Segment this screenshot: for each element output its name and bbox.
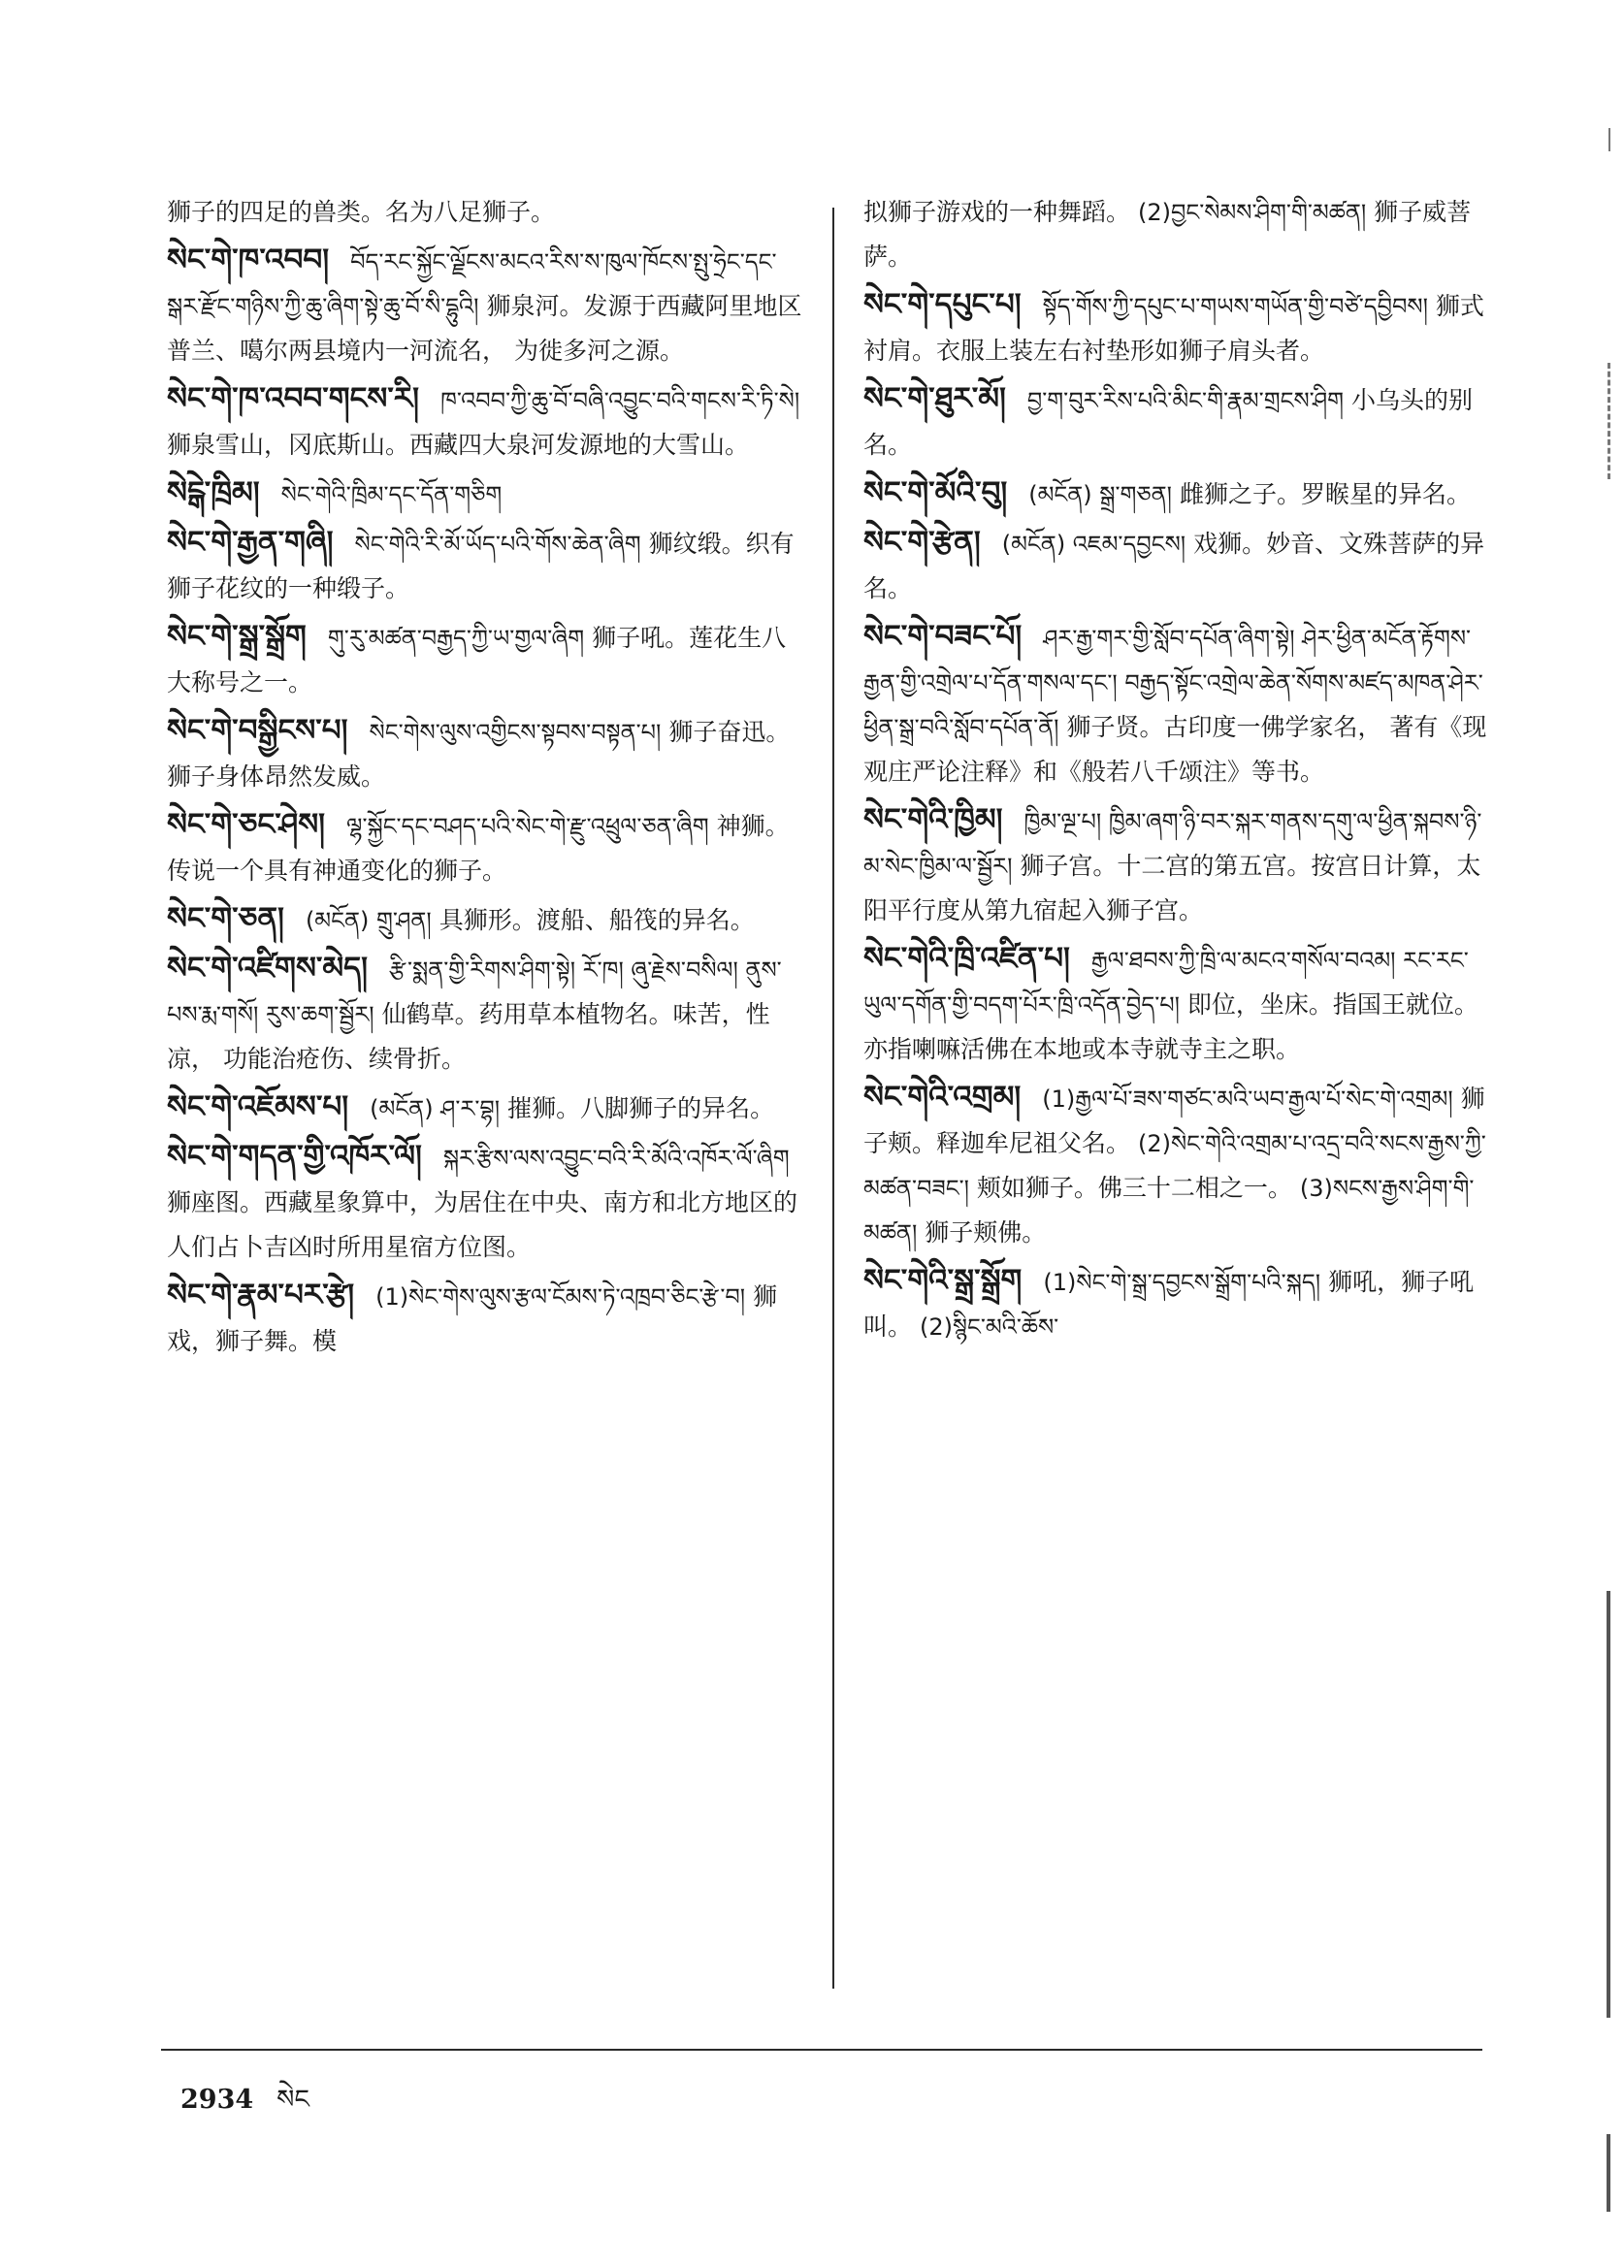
right-column bbox=[863, 190, 1492, 1352]
entry-tibetan-gloss: སེང་གེའི་རི་མོ་ཡོད་པའི་གོས་ཆེན་ཞིག bbox=[354, 531, 641, 558]
entry-definition: 狮吼，狮子吼叫。 bbox=[863, 1268, 1475, 1341]
entry-headword: སེང་གེ་སྒྲ་སྒྲོག bbox=[167, 619, 307, 654]
entry-headword: སེང་གེ་མོའི་བུ། bbox=[863, 475, 1008, 510]
dictionary-entry bbox=[167, 238, 803, 373]
entry-headword: སེང་གེ་དཔུང་པ། bbox=[863, 287, 1022, 322]
entry-headword: སེང་གེ་བཟང་པོ། bbox=[863, 619, 1023, 654]
entry-headword: སེང་གེའི་སྒྲ་སྒྲོག bbox=[863, 1263, 1023, 1298]
entry-definition: 狮座图。西藏星象算中，为居住在中央、南方和北方地区的人们占卜吉凶时所用星宿方位图。 bbox=[167, 1188, 798, 1261]
entry-tibetan-gloss: བྱ་ག་བུར་རིས་པའི་མིང་གི་རྣམ་གྲངས་ཤིག bbox=[1026, 387, 1345, 414]
entry-definition: 狮子奋迅。狮子身体昂然发威。 bbox=[167, 718, 791, 791]
entry-headword: སེང་གེའི་ཁྱིམ། bbox=[863, 802, 1003, 837]
dictionary-entry bbox=[167, 708, 803, 799]
entry-tibetan-gloss: བོད་རང་སྐྱོང་ལྗོངས་མངའ་རིས་ས་ཁུལ་ཁོངས་སྤུ་ཧྲེང་དང་སྒར་རྫོང་གཉིས་ཀྱི་ཆུ་ཞིག་སྟེ་ཆུ་བོ་སི་དྷུའི། bbox=[167, 248, 777, 320]
entry-tibetan-gloss: (མངོན) གྲུ་ཤན། bbox=[305, 907, 432, 934]
entry-definition: 摧狮。八脚狮子的异名。 bbox=[507, 1094, 775, 1122]
dictionary-entry bbox=[863, 190, 1492, 279]
dictionary-entry bbox=[167, 1085, 803, 1131]
entry-definition: 狮泉雪山，冈底斯山。西藏四大泉河发源地的大雪山。 bbox=[167, 431, 750, 459]
entry-definition: 狮泉河。发源于西藏阿里地区普兰、噶尔两县境内一河流名， 为徙多河之源。 bbox=[167, 292, 802, 365]
entry-tibetan-gloss: ལྷ་སྐྱོང་དང་བཤད་པའི་སེང་གེ་རྫུ་འཕྲུལ་ཅན་ཞིག bbox=[346, 813, 709, 840]
dictionary-entry bbox=[863, 282, 1492, 373]
dictionary-entry bbox=[863, 470, 1492, 517]
page-number: 2934 bbox=[180, 2085, 254, 2115]
left-column bbox=[167, 190, 803, 1367]
entry-headword: སེང་གེ་འཇོམས་པ། bbox=[167, 1089, 349, 1124]
entry-tibetan-gloss: (1)རྒྱལ་པོ་ཟས་གཙང་མའི་ཡབ་རྒྱལ་པོ་སེང་གེ་འགྲམ། bbox=[1042, 1085, 1453, 1113]
dictionary-entry bbox=[167, 896, 803, 943]
entry-tibetan-gloss: (2)སེང་གེའི་འགྲམ་པ་འདྲ་བའི་སངས་རྒྱས་ཀྱི་མཚན་བཟང་། bbox=[863, 1130, 1486, 1202]
entry-tibetan-gloss: རྒྱལ་ཐབས་ཀྱི་ཁྲི་ལ་མངའ་གསོལ་བའམ། རང་རང་ཡུལ་དགོན་གྱི་བདག་པོར་ཁྲི་འདོན་བྱེད་པ། bbox=[863, 947, 1469, 1019]
dictionary-entry bbox=[167, 520, 803, 611]
entry-tibetan-gloss: (2)སྙིང་མའི་ཆོས་ bbox=[919, 1313, 1059, 1341]
scan-edge-mark bbox=[1593, 2134, 1610, 2212]
entry-definition: 狮子吼。莲花生八大称号之一。 bbox=[167, 624, 787, 697]
entry-definition: 狮子颊佛。 bbox=[925, 1218, 1047, 1247]
entry-tibetan-gloss: ཤར་རྒྱ་གར་གྱི་སློབ་དཔོན་ཞིག་སྟེ། ཤེར་ཕྱིན་མངོན་རྟོགས་རྒྱན་གྱི་འགྲེལ་པ་དོན་གསལ་དང་། བརྒྱད་སྟོང་འགྲེལ་ཆེན་སོགས་མཛད་མཁན་ཤེར་ཕྱིན་སྒྲ་བའི་སློབ་དཔོན་ནོ། bbox=[863, 625, 1483, 741]
entry-headword: སེང་གེ་རྣམ་པར་རྩེ། bbox=[167, 1278, 355, 1312]
entry-definition: 狮式衬肩。衣服上装左右衬垫形如狮子肩头者。 bbox=[863, 292, 1484, 365]
entry-definition: 神狮。传说一个具有神通变化的狮子。 bbox=[167, 812, 790, 885]
entry-definition: 狮子贤。古印度一佛学家名， 著有《现观庄严论注释》和《般若八千颂注》等书。 bbox=[863, 713, 1487, 786]
entry-tibetan-gloss: སྐར་རྩིས་ལས་འབྱུང་བའི་རི་མོའི་འཁོར་ལོ་ཞིག bbox=[442, 1145, 790, 1172]
running-head: སེང bbox=[276, 2085, 309, 2115]
entry-headword: སེང་གེ་བསྒྱིངས་པ། bbox=[167, 713, 348, 748]
entry-tibetan-gloss: (1)སེང་གེས་ལུས་རྩལ་ངོམས་ཏེ་འཁྲབ་ཅིང་རྩེ་བ། bbox=[375, 1283, 746, 1311]
page-footer bbox=[180, 2070, 309, 2144]
entry-definition: 雌狮之子。罗睺星的异名。 bbox=[1179, 480, 1471, 508]
entry-tibetan-gloss: ཁ་འབབ་ཀྱི་ཆུ་བོ་བཞི་འབྱུང་བའི་གངས་རི་ཏི་སེ། bbox=[440, 387, 800, 414]
entry-headword: སེང་གེ་ཅན། bbox=[167, 901, 284, 936]
entry-headword: སེང་གེ་ཐུར་མོ། bbox=[863, 381, 1006, 416]
entry-definition: 狮纹缎。织有狮子花纹的一种缎子。 bbox=[167, 530, 795, 602]
entry-headword: སེང་གེ་རྒྱན་གཞི། bbox=[167, 525, 334, 560]
entry-tibetan-gloss: ཁྱིམ་ལྔ་པ། ཁྱིམ་ཞག་ཉི་བར་སྐར་གནས་དགུ་ལ་ཕྱིན་སྐབས་ཉི་མ་སེང་ཁྱིམ་ལ་སྦྱོར། bbox=[863, 808, 1482, 880]
scan-edge-mark bbox=[1594, 363, 1610, 479]
entry-headword: སེངྒེ་ཁྲིམ། bbox=[167, 475, 260, 510]
dictionary-entry bbox=[167, 946, 803, 1082]
entry-tibetan-gloss: (1)སེང་གེ་སྒྲ་དབྱངས་སྒྲོག་པའི་སྐད། bbox=[1043, 1269, 1321, 1296]
dictionary-entry bbox=[167, 376, 803, 468]
footer-rule bbox=[161, 2049, 1482, 2051]
dictionary-entry bbox=[167, 470, 803, 517]
scan-edge-mark bbox=[1595, 128, 1610, 151]
dictionary-entry bbox=[167, 1273, 803, 1364]
entry-headword: སེང་གེ་ཁ་འབབ། bbox=[167, 243, 330, 277]
entry-definition: 拟狮子游戏的一种舞蹈。 bbox=[863, 198, 1131, 226]
dictionary-entry bbox=[167, 614, 803, 705]
entry-definition: 狮子宫。十二宫的第五宫。按宫日计算，太阳平行度从第九宿起入狮子宫。 bbox=[863, 852, 1481, 924]
entry-tibetan-gloss: སྟོད་གོས་ཀྱི་དཔུང་པ་གཡས་གཡོན་གྱི་བཙེ་དབྱིབས། bbox=[1042, 293, 1428, 320]
entry-definition: 颊如狮子。佛三十二相之一。 bbox=[976, 1174, 1292, 1202]
entry-tibetan-gloss: (མངོན) ཤ་ར་བྷ། bbox=[370, 1095, 501, 1122]
dictionary-entry bbox=[863, 797, 1492, 933]
entry-headword: སེང་གེ་འཛིགས་མེད། bbox=[167, 951, 369, 986]
entry-tibetan-gloss: (2)བྱང་སེམས་ཤིག་གི་མཚན། bbox=[1137, 199, 1367, 226]
entry-definition: 狮子颊。释迦牟尼祖父名。 bbox=[863, 1085, 1485, 1157]
dictionary-entry bbox=[863, 614, 1492, 794]
entry-headword: སེང་གེ་ཅང་ཤེས། bbox=[167, 807, 325, 842]
entry-headword: སེང་གེའི་འགྲམ། bbox=[863, 1080, 1022, 1115]
dictionary-entry bbox=[863, 376, 1492, 468]
entry-tibetan-gloss: རྩི་སྨན་གྱི་རིགས་ཤིག་སྟེ། རོ་ཁ། ཞུ་རྗེས་བསིལ། ནུས་པས་རྨ་གསོ། རུས་ཆག་སྦྱོར། bbox=[167, 956, 782, 1028]
entry-definition: 狮子威菩萨。 bbox=[863, 198, 1472, 271]
dictionary-entry bbox=[863, 936, 1492, 1072]
entry-tibetan-gloss: གུ་རུ་མཚན་བརྒྱད་ཀྱི་ཡ་གྱལ་ཞིག bbox=[327, 625, 585, 652]
entry-headword: སེང་གེའི་ཁྲི་འཛིན་པ། bbox=[863, 941, 1070, 976]
entry-headword: སེང་གེ་རྩེན། bbox=[863, 525, 981, 560]
entry-definition: 小乌头的别名。 bbox=[863, 386, 1474, 459]
entry-tibetan-gloss: (3)སངས་རྒྱས་ཤིག་གི་མཚན། bbox=[863, 1175, 1475, 1247]
entry-headword: སེང་གེ་གདན་གྱི་འཁོར་ལོ། bbox=[167, 1139, 422, 1174]
dictionary-entry bbox=[167, 1134, 803, 1270]
dictionary-entry bbox=[863, 1258, 1492, 1349]
dictionary-entry bbox=[863, 520, 1492, 611]
entry-definition: 狮子的四足的兽类。名为八足狮子。 bbox=[167, 198, 556, 226]
entry-definition: 仙鹤草。药用草本植物名。味苦，性凉， 功能治疮伤、续骨折。 bbox=[167, 1000, 770, 1073]
entry-definition: 具狮形。渡船、船筏的异名。 bbox=[438, 906, 755, 934]
entry-tibetan-gloss: (མངོན) སྒྲ་གཅན། bbox=[1028, 481, 1173, 508]
column-divider bbox=[832, 208, 834, 1989]
entry-tibetan-gloss: (མངོན) འཇམ་དབྱངས། bbox=[1001, 531, 1186, 558]
dictionary-entry bbox=[863, 1075, 1492, 1255]
entry-tibetan-gloss: སེང་གེས་ལུས་འགྱིངས་སྟབས་བསྟན་པ། bbox=[369, 719, 662, 746]
dictionary-entry bbox=[167, 802, 803, 893]
entry-tibetan-gloss: སེང་གེའི་ཁྲིམ་དང་དོན་གཅིག bbox=[280, 481, 503, 508]
entry-definition: 即位，坐床。指国王就位。 亦指喇嘛活佛在本地或本寺就寺主之职。 bbox=[863, 990, 1478, 1063]
entry-definition: 戏狮。妙音、文殊菩萨的异名。 bbox=[863, 530, 1485, 602]
scan-edge-mark bbox=[1593, 1591, 1610, 2018]
entry-headword: སེང་གེ་ཁ་འབབ་གངས་རི། bbox=[167, 381, 420, 416]
dictionary-entry bbox=[167, 190, 803, 235]
entry-definition: 狮戏，狮子舞。模 bbox=[167, 1282, 778, 1355]
